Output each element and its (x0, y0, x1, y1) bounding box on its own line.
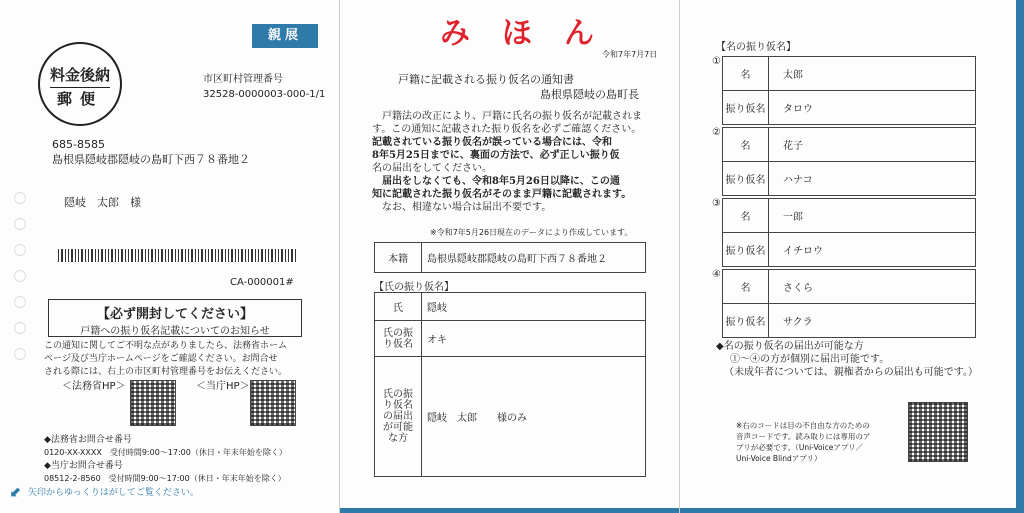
notice-line: ページ及び当庁ホームページをご確認ください。お問合せ (44, 354, 278, 364)
given-name-section-title: 【名の振り仮名】 (716, 42, 796, 53)
punch-holes (14, 192, 26, 374)
body-line: す。この通知に記載された振り仮名を必ずご確認ください。 (372, 124, 642, 135)
office-contact: 08512-2-8560 受付時間9:00～17:00（休日・年末年始を除く） (44, 474, 286, 483)
barcode-icon (58, 249, 298, 262)
data-note: ※令和7年5月26日現在のデータにより作成しています。 (430, 228, 633, 237)
address: 島根県隠岐郡隠岐の島町下西７８番地２ (52, 153, 250, 166)
moj-hp-label: ＜法務省HP＞ (62, 381, 126, 392)
body-line-emphasis: 知に記載された振り仮名がそのまま戸籍に記載されます。 (372, 189, 632, 200)
body-line-emphasis: 8年5月25日までに、裏面の方法で、必ず正しい振り仮 (372, 150, 620, 161)
name-entry (722, 56, 976, 125)
inner-middle-panel (340, 0, 680, 513)
voice-code-note (736, 420, 870, 464)
notice-line: この通知に関してご不明な点がありましたら、法務省ホーム (44, 341, 288, 351)
eligible-title: ◆名の振り仮名の届出が可能な方 (716, 341, 864, 352)
voice-code-note-line: プリが必要です。（Uni-Voiceアプリ／ (736, 443, 864, 452)
surname-kana-value: オキ (422, 321, 646, 357)
outer-panel (0, 0, 340, 513)
given-name: さくら (783, 283, 813, 294)
name-label: 名 (723, 57, 769, 90)
document-title: 戸籍に記載される振り仮名の通知書 (398, 73, 574, 86)
open-notice-box (48, 299, 302, 337)
ca-number: CA-000001# (230, 277, 294, 288)
body-line: 戸籍法の改正により、戸籍に氏名の振り仮名が記載されま (372, 111, 642, 122)
given-name-kana: イチロウ (783, 246, 823, 257)
office-contact-title: ◆当庁お問合せ番号 (44, 461, 123, 471)
moj-contact: 0120-XX-XXXX 受付時間9:00～17:00（休日・年末年始を除く） (44, 448, 287, 457)
kana-label: 振り仮名 (723, 233, 769, 266)
entry-number: ④ (712, 269, 721, 280)
surname-label: 氏 (375, 293, 422, 321)
body-line: なお、相違ない場合は届出不要です。 (372, 202, 552, 213)
entry-number: ② (712, 127, 721, 138)
name-entry (722, 269, 976, 338)
voice-code-note-line: ※右のコードは目の不自由な方のための (736, 421, 870, 430)
right-accent-bar (1016, 0, 1024, 513)
confidential-badge: 親展 (252, 24, 318, 48)
moj-qr-code-icon[interactable] (130, 380, 176, 426)
given-name: 花子 (783, 141, 803, 152)
body-text (372, 110, 662, 214)
given-name-kana: サクラ (783, 317, 813, 328)
honseki-table (374, 242, 646, 273)
body-line-emphasis: 記載されている振り仮名が誤っている場合には、令和 (372, 137, 612, 148)
name-label: 名 (723, 199, 769, 232)
eligible-value: 隠岐 太郎 様のみ (422, 357, 646, 477)
office-number: 32528-0000003-000-1/1 (203, 89, 326, 100)
surname-table (374, 292, 646, 477)
voice-code-note-line: Uni-Voice Blindアプリ） (736, 454, 822, 463)
honseki-label: 本籍 (375, 243, 422, 273)
voice-code-note-line: 音声コードです。読み取りには専用のア (736, 432, 871, 441)
bottom-accent-bar (680, 508, 1016, 513)
given-name-kana: タロウ (783, 104, 813, 115)
given-name: 一郎 (783, 212, 803, 223)
sample-stamp: みほん (440, 16, 626, 51)
peel-hint: 矢印からゆっくりはがしてご覧ください。 (28, 488, 199, 498)
name-entry (722, 198, 976, 267)
kana-label: 振り仮名 (723, 304, 769, 337)
surname-kana-label: 氏の振り仮名 (375, 321, 422, 357)
office-number-label: 市区町村管理番号 (203, 74, 283, 85)
bottom-accent-bar (340, 508, 680, 513)
postal-code: 685-8585 (52, 138, 105, 151)
surname-section-title: 【氏の振り仮名】 (374, 282, 454, 293)
issue-date: 令和7年7月7日 (602, 50, 658, 59)
recipient-name: 隠岐 太郎 様 (64, 196, 141, 209)
open-subtitle: 戸籍への振り仮名記載についてのお知らせ (80, 326, 270, 337)
name-label: 名 (723, 270, 769, 303)
body-line-emphasis: 届出をしなくても、令和8年5月26日以降に、この通 (372, 176, 620, 187)
eligible-label: 氏の振り仮名の届出が可能な方 (375, 357, 422, 477)
inner-right-panel (680, 0, 1024, 513)
open-title: 【必ず開封してください】 (96, 307, 253, 322)
eligible-line-1: ①～④の方が個別に届出可能です。 (730, 354, 890, 365)
eligible-line-2: （未成年者については、親権者からの届出も可能です。） (724, 367, 978, 378)
given-name-kana: ハナコ (783, 175, 813, 186)
notice-line: される際には、右上の市区町村管理番号をお伝えください。 (44, 367, 288, 377)
kana-label: 振り仮名 (723, 162, 769, 195)
stamp-line-2: 郵便 (56, 90, 103, 108)
name-entry (722, 127, 976, 196)
name-label: 名 (723, 128, 769, 161)
body-line: 名の届出をしてください。 (372, 163, 492, 174)
surname-value: 隠岐 (422, 293, 646, 321)
entry-number: ① (712, 56, 721, 67)
issuer: 島根県隠岐の島町長 (540, 88, 639, 101)
voice-code-icon[interactable] (908, 402, 968, 462)
postage-stamp (38, 42, 122, 126)
entry-number: ③ (712, 198, 721, 209)
given-name: 太郎 (783, 70, 803, 81)
office-hp-label: ＜当庁HP＞ (196, 381, 250, 392)
kana-label: 振り仮名 (723, 91, 769, 124)
arrow-down-left-icon: ⬋ (10, 484, 22, 500)
moj-contact-title: ◆法務省お問合せ番号 (44, 435, 132, 445)
stamp-line-1: 料金後納 (49, 66, 110, 84)
office-qr-code-icon[interactable] (250, 380, 296, 426)
honseki-value: 島根県隠岐郡隠岐の島町下西７８番地２ (422, 243, 646, 273)
